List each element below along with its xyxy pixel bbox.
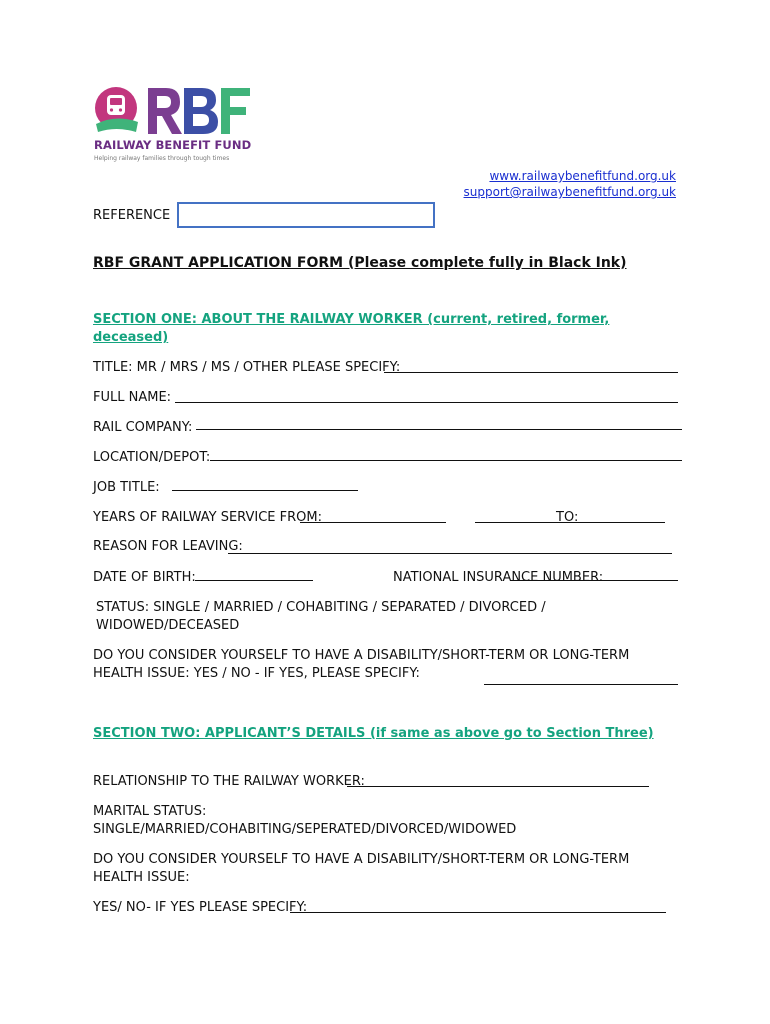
logo-letter-f xyxy=(221,88,250,134)
job-title-label: JOB TITLE: xyxy=(93,480,160,495)
email-link[interactable]: support@railwaybenefitfund.org.uk xyxy=(463,185,676,199)
status-options: STATUS: SINGLE / MARRIED / COHABITING / SEPARATED / DIVORCED / WIDOWED/DECEASED xyxy=(96,600,546,633)
years-from-line[interactable] xyxy=(300,522,446,523)
applicant-disability-question: DO YOU CONSIDER YOURSELF TO HAVE A DISABILITY/SHORT-TERM OR LONG-TERM HEALTH ISSUE: xyxy=(93,852,630,885)
reason-leaving-label: REASON FOR LEAVING: xyxy=(93,539,243,554)
logo-tagline: Helping railway families through tough times xyxy=(94,155,230,162)
reference-input-box[interactable] xyxy=(177,202,435,228)
contact-block xyxy=(464,168,676,200)
rail-company-line[interactable] xyxy=(196,429,682,430)
relationship-label: RELATIONSHIP TO THE RAILWAY WORKER: xyxy=(93,774,365,789)
title-field-label: TITLE: MR / MRS / MS / OTHER PLEASE SPECIFY: xyxy=(93,360,401,375)
section-two-heading: SECTION TWO: APPLICANT’S DETAILS (if same as above go to Section Three) xyxy=(93,726,654,741)
years-to-label: TO: xyxy=(556,510,579,525)
full-name-label: FULL NAME: xyxy=(93,390,172,405)
full-name-line[interactable] xyxy=(175,402,678,403)
disability-question: DO YOU CONSIDER YOURSELF TO HAVE A DISABILITY/SHORT-TERM OR LONG-TERM HEALTH ISSUE: YES / NO - IF YES, PLEASE SPECIFY: xyxy=(93,648,630,681)
years-to-line[interactable] xyxy=(475,522,665,523)
rbf-logo xyxy=(92,84,262,170)
website-link[interactable]: www.railwaybenefitfund.org.uk xyxy=(489,169,676,183)
section-one-heading: SECTION ONE: ABOUT THE RAILWAY WORKER (current, retired, former, deceased) xyxy=(93,312,610,345)
reason-leaving-line[interactable] xyxy=(228,553,672,554)
title-field-line[interactable] xyxy=(384,372,678,373)
yes-no-line[interactable] xyxy=(290,912,666,913)
logo-name: RAILWAY BENEFIT FUND xyxy=(94,138,252,152)
dob-line[interactable] xyxy=(195,580,313,581)
form-title: RBF GRANT APPLICATION FORM (Please complete fully in Black Ink) xyxy=(93,255,627,271)
logo-letter-r xyxy=(148,88,182,134)
marital-status-label: MARITAL STATUS: xyxy=(93,804,207,819)
ni-number-line[interactable] xyxy=(510,580,678,581)
yes-no-label: YES/ NO- IF YES PLEASE SPECIFY: xyxy=(93,900,308,915)
rbf-logo-mark xyxy=(92,84,262,140)
disability-line[interactable] xyxy=(484,684,678,685)
years-from-label: YEARS OF RAILWAY SERVICE FROM: xyxy=(93,510,322,525)
marital-status-options: SINGLE/MARRIED/COHABITING/SEPERATED/DIVORCED/WIDOWED xyxy=(93,822,517,837)
dob-label: DATE OF BIRTH: xyxy=(93,570,196,585)
location-label: LOCATION/DEPOT: xyxy=(93,450,211,465)
reference-label: REFERENCE xyxy=(93,208,171,223)
rail-company-label: RAIL COMPANY: xyxy=(93,420,193,435)
location-line[interactable] xyxy=(210,460,682,461)
job-title-line[interactable] xyxy=(172,490,358,491)
logo-letter-b xyxy=(184,88,218,134)
relationship-line[interactable] xyxy=(347,786,649,787)
ni-number-label: NATIONAL INSURANCE NUMBER: xyxy=(393,570,604,585)
